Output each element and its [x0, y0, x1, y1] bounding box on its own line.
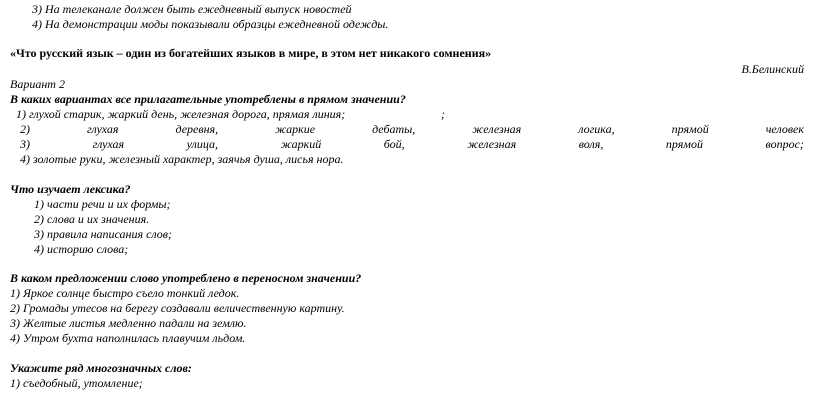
q1-option-2 — [20, 122, 804, 137]
q2-option-4: 4) историю слова; — [34, 242, 129, 256]
q1-option-2-word: жаркие — [275, 122, 316, 136]
q1-option-2-word: 2) — [20, 122, 30, 136]
q1-option-2-word: глухая — [87, 122, 119, 136]
variant-label: Вариант 2 — [10, 77, 65, 91]
prev-item-3: 3) На телеканале должен быть ежедневный выпуск новостей — [32, 2, 352, 16]
q1-option-2-word: прямой — [671, 122, 709, 136]
q2-option-2: 2) слова и их значения. — [34, 212, 150, 226]
q1-option-3-word: вопрос; — [765, 137, 804, 151]
q1-option-3-word: железная — [467, 137, 517, 151]
q1-option-2-word: человек — [765, 122, 804, 136]
prev-item-4: 4) На демонстрации моды показывали образцы ежедневной одежды. — [32, 17, 389, 31]
q3-option-3: 3) Желтые листья медленно падали на землю. — [10, 316, 247, 330]
q1-option-3-word: улица, — [186, 137, 219, 151]
q1-option-1-tail: ; — [441, 107, 445, 121]
q3-option-2: 2) Громады утесов на берегу создавали величественную картину. — [10, 301, 345, 315]
epigraph-author: В.Белинский — [741, 62, 804, 76]
q2-option-1: 1) части речи и их формы; — [34, 197, 171, 211]
q1-option-1 — [16, 107, 806, 122]
question-2-title: Что изучает лексика? — [10, 182, 131, 196]
q1-option-2-word: железная — [472, 122, 522, 136]
q1-option-3-word: жаркий — [280, 137, 322, 151]
q1-option-2-word: дебаты, — [372, 122, 416, 136]
q1-option-3-word: прямой — [665, 137, 703, 151]
q1-option-3-word: бой, — [383, 137, 405, 151]
epigraph-quote: «Что русский язык – один из богатейших языков в мире, в этом нет никакого сомнения» — [10, 46, 492, 60]
q3-option-4: 4) Утром бухта наполнилась плавучим льдом. — [10, 331, 246, 345]
q1-option-4: 4) золотые руки, железный характер, заячья душа, лисья нора. — [20, 152, 344, 166]
q1-option-2-word: деревня, — [175, 122, 219, 136]
q1-option-2-word: логика, — [578, 122, 615, 136]
q4-option-1: 1) съедобный, утомление; — [10, 376, 143, 390]
question-3-title: В каком предложении слово употреблено в переносном значении? — [10, 271, 362, 285]
q3-option-1: 1) Яркое солнце быстро съело тонкий ледок. — [10, 286, 240, 300]
question-1-title: В каких вариантах все прилагательные употреблены в прямом значении? — [10, 92, 406, 106]
q1-option-3-word: глухая — [92, 137, 125, 151]
q1-option-1-text: 1) глухой старик, жаркий день, железная дорога, прямая линия; — [16, 107, 346, 121]
q1-option-3-word: воля, — [578, 137, 604, 151]
question-4-title: Укажите ряд многозначных слов: — [10, 361, 192, 375]
q2-option-3: 3) правила написания слов; — [34, 227, 172, 241]
q1-option-3-word: 3) — [20, 137, 30, 151]
q1-option-3 — [20, 137, 804, 152]
